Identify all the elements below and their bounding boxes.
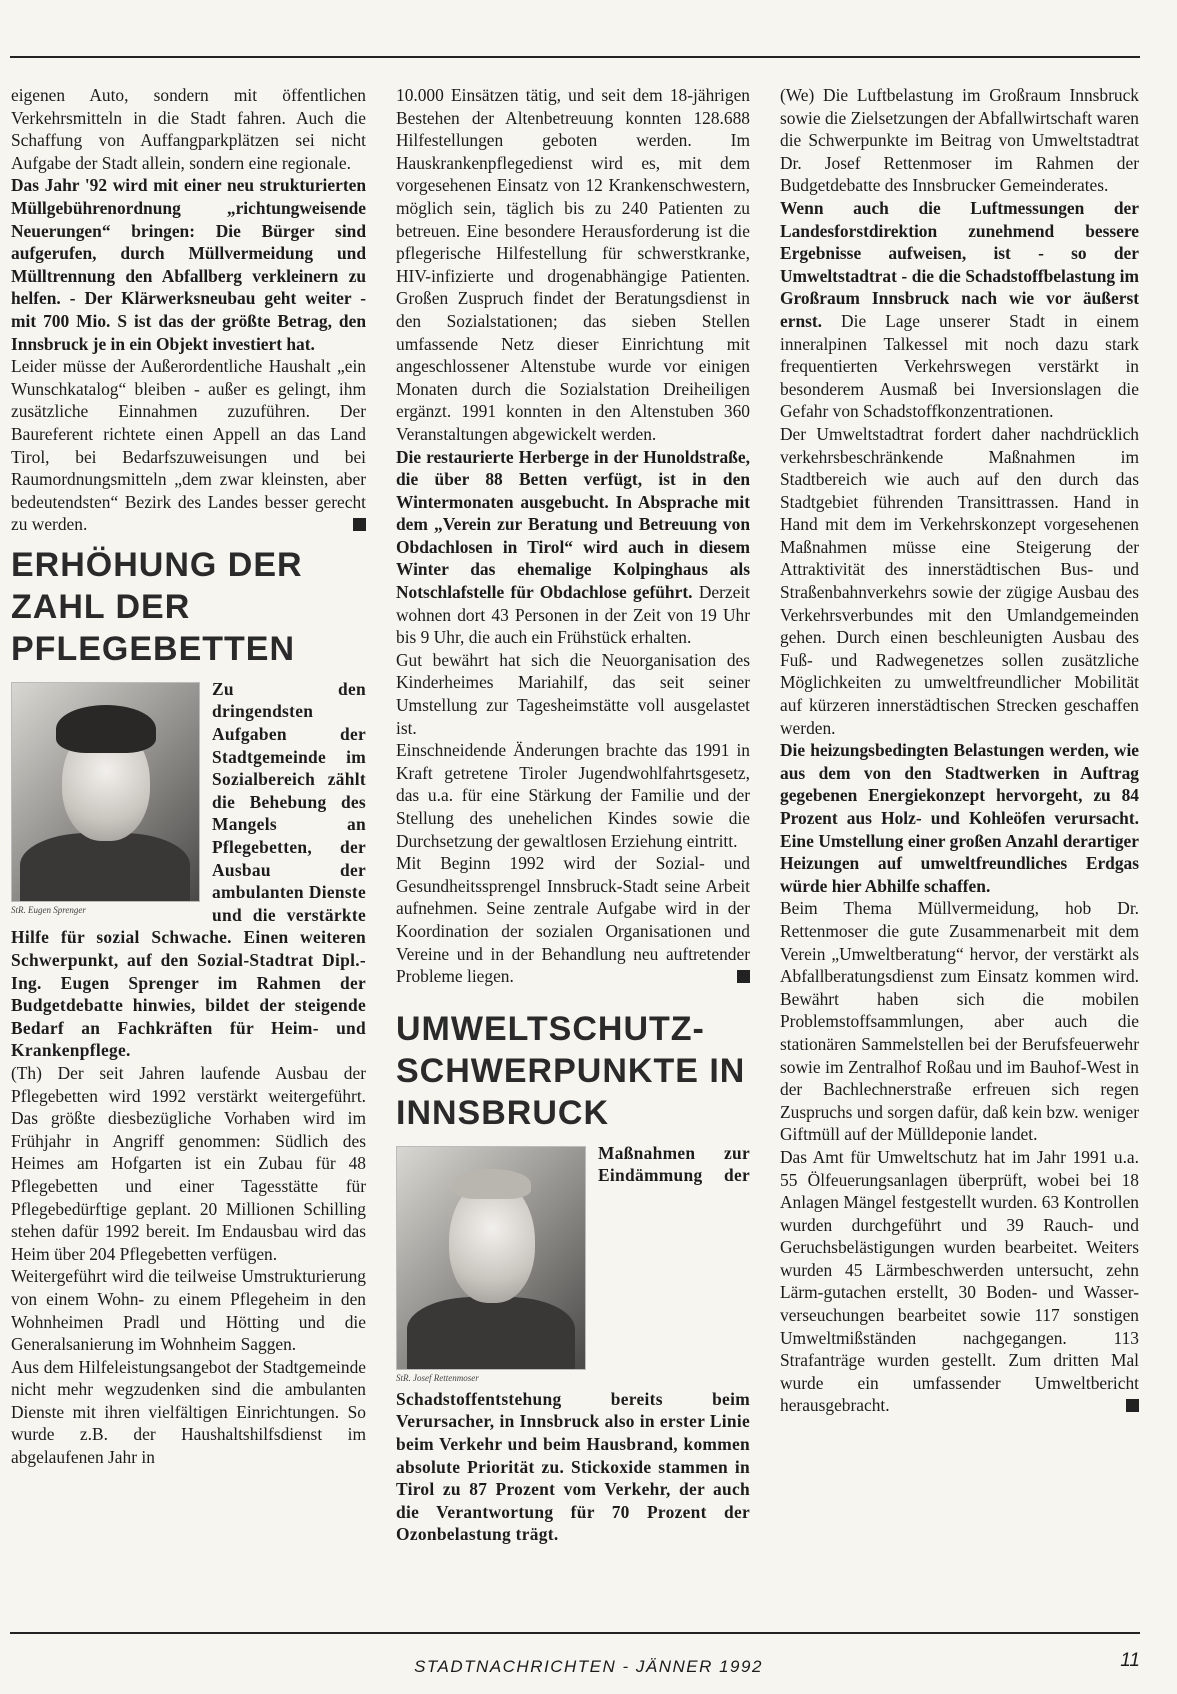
col3-paragraph-6-text: Das Amt für Umweltschutz hat im Jahr 1991 u.a. 55 Ölfeuerungsanlagen überprüft, wobei bei 18 Anlagen Mängel festgestellt wurden. 63 Kontrollen wurden durchgeführt und 39 Rauch- und Geruchsbelästigungen wurden bearbeitet. Weiters wurden 45 Lärmbeschwerden untersucht, zehn Lärm-gutachen erstellt, 30 Boden- und Wasser-verseuchungen bearbeitet sowie 117 sonstigen Umweltmißständen nachgegangen. 113 Strafanträge wurden gestellt. Zum dritten Mal wurde ein umfassender Umweltbericht herausgebracht. <box>780 1146 1139 1416</box>
end-mark <box>1126 1399 1139 1412</box>
bottom-rule <box>10 1632 1140 1634</box>
col2-paragraph-2-rest: Derzeit wohnen dort 43 Personen in der Zeit von 19 Uhr bis 9 Uhr, die auch ein Frühstück erhalten. <box>396 582 750 648</box>
photo-caption: StR. Eugen Sprenger <box>11 904 86 915</box>
column-2 <box>396 84 750 1546</box>
col3-bold-text: Wenn auch die Luftmessungen der Landesforstdirektion zunehmend bessere Ergebnisse aufweisen, ist - so der Umweltstadtrat - die die Schadstoffbelastung im Großraum Innsbruck nach wie vor äußerst ernst. <box>780 197 1139 331</box>
footer-publication: STADTNACHRICHTEN - JÄNNER 1992 <box>414 1657 763 1676</box>
col3-paragraph-1: (We) Die Luftbelastung im Großraum Innsbruck sowie die Zielsetzungen der Abfallwirtschaft waren die Schwerpunkte im Beitrag von Umweltstadtrat Dr. Josef Rettenmoser im Rahmen der Budgetdebatte des Innsbrucker Gemeinderates. <box>780 85 1139 196</box>
col3-bold-paragraph: Die heizungsbedingten Belastungen werden, wie aus dem von den Stadtwerken in Auftrag gegebenen Energiekonzept hervorgeht, zu 84 Prozent aus Holz- und Kohleöfen verursacht. Eine Umstellung einer großen Anzahl derartiger Heizungen auf umweltfreundliches Erdgas würde hier Abhilfe schaffen. <box>780 740 1139 896</box>
col2-paragraph-5-text: Mit Beginn 1992 wird der Sozial- und Gesundheitssprengel Innsbruck-Stadt seine Arbeit aufnehmen. Seine zentrale Aufgabe wird in der Koordination der sozialen Organisationen und Vereine und in der Behandlung neu auftretender Probleme liegen. <box>396 853 750 987</box>
col2-bold-text: Die restaurierte Herberge in der Hunoldstraße, die über 88 Betten verfügt, ist in den Wintermonaten ausgebucht. In Absprache mit dem „Verein zur Beratung und Betreuung von Obdachlosen in Tirol“ wird auch in diesem Winter das ehemalige Kolpinghaus als Notschlafstelle für Obdachlose geführt. <box>396 446 750 603</box>
col2-paragraph-4: Einschneidende Änderungen brachte das 1991 in Kraft getretene Tiroler Jugendwohlfahrtsgesetz, das u.a. für eine Stärkung der Familie und der Stellung des unehelichen Kindes sowie die Durchsetzung der gewaltlosen Erziehung eintritt. <box>396 740 750 851</box>
col2-paragraph-5 <box>396 852 750 988</box>
col3-paragraph-5: Beim Thema Müllvermeidung, hob Dr. Rettenmoser die gute Zusammenarbeit mit dem Verein „Umweltberatung“ hervor, der verstärkt als Abfallberatungsdienst zum Einsatz kommen wird. Bewährt haben sich die mobilen Problemstoffsammlungen, aber auch die stationären Sammelstellen bei der Berufsfeuerwehr sowie im Zentralhof Roßau und im Bauhof-West in der Bachlechnerstraße erfreuen sich regen Zuspruchs und sorgen dafür, daß kein bzw. weniger Giftmüll auf der Mülldeponie landet. <box>780 898 1139 1145</box>
portrait-image <box>11 682 200 902</box>
photo-caption: StR. Josef Rettenmoser <box>396 1372 479 1383</box>
col1-lead: Zu den dringendsten Aufgaben der Stadtgemeinde im Sozialbereich zählt die Behebung des Mangels an Pflegebetten, der Ausbau der ambulanten Dienste und die verstärkte Hilfe für sozial Schwache. Einen weiteren Schwerpunkt, auf den Sozial-Stadtrat Dipl.-Ing. Eugen Sprenger im Rahmen der Budgetdebatte hinwies, bildet der steigende Bedarf an Fachkräften für Heim- und Krankenpflege. <box>11 678 366 1061</box>
col3-paragraph-2 <box>780 197 1139 423</box>
col1-paragraph-6: Aus dem Hilfeleistungsangebot der Stadtgemeinde nicht mehr wegzudenken sind die ambulanten Dienste mit ihren vielfältigen Einrichtungen. So wurde z.B. der Haushaltshilfsdienst im abgelaufenen Jahr in <box>11 1356 366 1468</box>
col3-paragraph-3: Der Umweltstadtrat fordert daher nachdrücklich verkehrsbeschränkende Maßnahmen im Stadtbereich wie auch auf den durch das Stadtgebiet führenden Transittrassen. Hand in Hand mit dem im Verkehrskonzept vorgesehenen Maßnahmen müsse eine Steigerung der Attraktivität des innerstädtischen Bus- und Straßenbahnverkehrs sowie der zügige Ausbau des Verkehrsverbundes mit den Umlandgemeinden gehen. Durch einen beschleunigten Ausbau des Fuß- und Radwegenetzes sollen zusätzliche Möglichkeiten zu umweltfreundlicher Mobilität auf kürzeren innerstädtischen Strecken geschaffen werden. <box>780 423 1139 738</box>
end-mark <box>737 970 750 983</box>
col2-lead: Maßnahmen zur Eindämmung der Schadstoffentstehung bereits beim Verursacher, in Innsbruck also in erster Linie beim Verkehr und beim Hausbrand, kommen absolute Priorität zu. Stickoxide stammen in Tirol zu 87 Prozent vom Verkehr, der auch die Verantwortung für 70 Prozent der Ozonbelastung trägt. <box>396 1142 750 1545</box>
col1-bold-paragraph: Das Jahr '92 wird mit einer neu strukturierten Müllgebührenordnung „richtungweisende Neuerungen“ bringen: Die Bürger sind aufgerufen, durch Müllvermeidung und Mülltrennung den Abfallberg verkleinern zu helfen. - Der Klärwerksneubau geht weiter - mit 700 Mio. S ist das der größte Betrag, den Innsbruck je in ein Objekt investiert hat. <box>11 175 366 354</box>
portrait-image <box>396 1146 586 1370</box>
col1-paragraph-3 <box>11 355 366 536</box>
headline-pflegebetten: ERHÖHUNG DER ZAHL DER PFLEGEBETTEN <box>11 545 303 668</box>
col2-paragraph-2 <box>396 446 750 649</box>
top-rule <box>10 56 1140 58</box>
end-mark <box>353 518 366 531</box>
col1-paragraph-1: eigenen Auto, sondern mit öffentlichen Verkehrsmitteln in die Stadt fahren. Auch die Schaffung von Auffangparkplätzen sei nicht Aufgabe der Stadt allein, sondern eine regionale. <box>11 85 366 173</box>
headline-umweltschutz: UMWELTSCHUTZ-SCHWERPUNKTE IN INNSBRUCK <box>396 1009 746 1132</box>
photo-sprenger <box>11 682 200 916</box>
col2-paragraph-1: 10.000 Einsätzen tätig, und seit dem 18-jährigen Bestehen der Altenbetreuung konnten 128.688 Hilfestellungen geboten werden. Im Hauskrankenpflegedienst wird es, mit dem vorgesehenen Einsatz von 12 Krankenschwestern, möglich sein, täglich bis zu 240 Patienten zu betreuen. Eine besondere Herausforderung ist die pflegerische Hilfestellung für schwerstkranke, HIV-infizierte und drogenabhängige Patienten. Großen Zuspruch findet der Beratungsdienst in den Sozialstationen; das sieben Stellen umfassende Netz dieser Einrichtung mit angeschlossener Altenstube wurde vor einigen Monaten durch die Sozialstation Dreiheiligen ergänzt. 1991 konnten in den Altenstuben 360 Veranstaltungen abgewickelt werden. <box>396 85 750 444</box>
col3-paragraph-6 <box>780 1146 1139 1417</box>
photo-rettenmoser <box>396 1146 586 1384</box>
col1-paragraph-5: Weitergeführt wird die teilweise Umstrukturierung von einem Wohn- zu einem Pflegeheim in den Wohnheimen Pradl und Hötting und die Generalsanierung im Wohnheim Saggen. <box>11 1266 366 1355</box>
col2-paragraph-3: Gut bewährt hat sich die Neuorganisation des Kinderheimes Mariahilf, das seit seiner Umstellung zur Tagesheimstätte voll ausgelastet ist. <box>396 649 750 738</box>
col3-paragraph-2-rest: Die Lage unserer Stadt in einem inneralpinen Talkessel mit noch dazu stark frequentierten Verkehrswegen verstärkt in besonderem Ausmaß bei Inversionslagen die Gefahr von Schadstoffkonzentrationen. <box>780 310 1139 422</box>
col1-paragraph-3-text: Leider müsse der Außerordentliche Haushalt „ein Wunschkatalog“ bleiben - außer es gelingt, ihm zusätzliche Einnahmen zuzuführen. Der Baureferent richtete einen Appell an das Land Tirol, bei Bedarfszuweisungen und bei Raumordnungsmitteln „dem zwar kleinsten, aber bedeutendsten“ Bezirk des Landes besser gerecht zu werden. <box>11 356 366 535</box>
column-1 <box>11 84 366 1469</box>
page-number: 11 <box>1120 1650 1140 1671</box>
col1-paragraph-4: (Th) Der seit Jahren laufende Ausbau der Pflegebetten wird 1992 verstärkt weitergeführt. Das größte diesbezügliche Vorhaben wird im Frühjahr in Angriff genommen: Südlich des Heimes am Hofgarten ist ein Zubau für 48 Pflegebetten und einer Tagesstätte für Pflegebedürftige geplant. 20 Millionen Schilling stehen dafür 1992 bereit. Im Endausbau wird das Heim über 204 Pflegebetten verfügen. <box>11 1062 366 1264</box>
column-3 <box>780 84 1139 1417</box>
